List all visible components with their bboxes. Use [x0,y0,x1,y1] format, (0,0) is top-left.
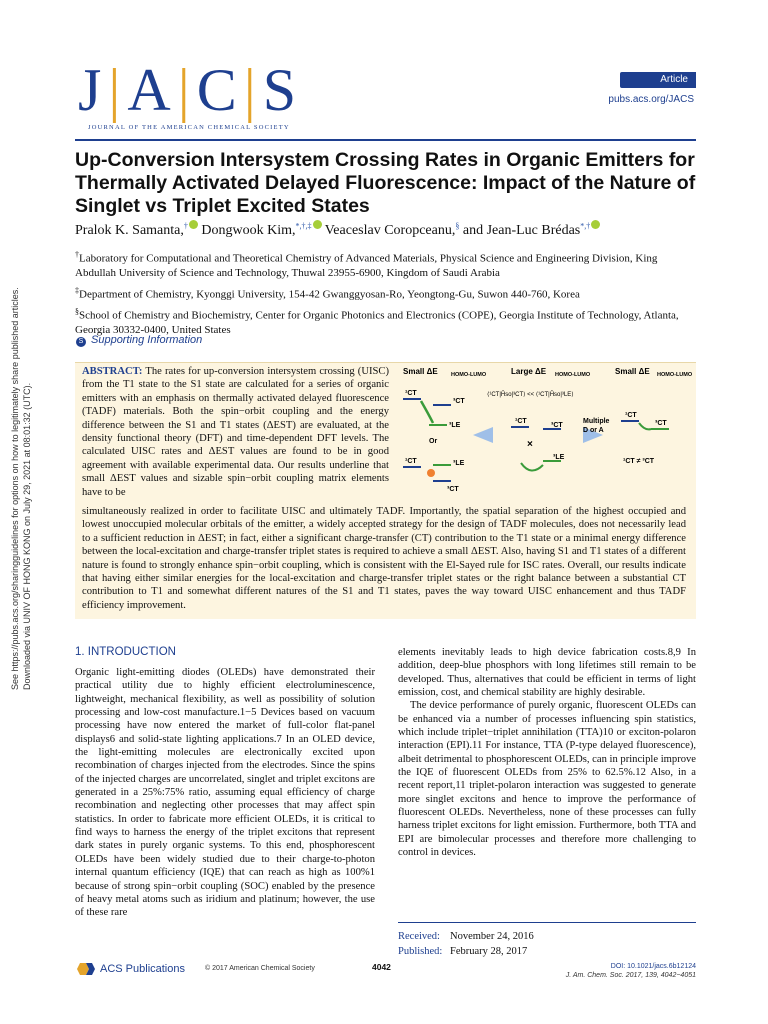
toc-right-title: Small ΔE [615,367,650,376]
toc-graphic [393,365,693,505]
acs-hexagon-icon [76,962,96,976]
toc-3le: ³LE [453,460,465,467]
paper-title: Up-Conversion Intersystem Crossing Rates in Organic Emitters for Thermally Activated Delayed Fluorescence: Impact of the Nature of Singlet vs Triplet Excited States [75,149,696,217]
paragraph: The device performance of purely organic, fluorescent OLEDs can be enhanced via a number of processes influencing spin statistics, which include triplet−triplet annihilation (TTA)10 or exciton-polaron interaction (EPI).11 For instance, TTA (P-type delayed fluorescence), albeit detrimental to phosphorescent OLEDs, can in principle improve the IQE of fluorescent OLEDs from 25% to 62.5%.12 Also, in a recent report,11 triplet-polaron interaction was suggested to generate more singlet excitons and hence to improve the performance of fluorescent OLEDs. Nevertheless, none of these processes can fully harness triplet excitons for light emission. Furthermore, both TTA and EPI are bimolecular processes and therefore more challenging to control in devices. [398,700,697,859]
affiliation: †Laboratory for Computational and Theoretical Chemistry of Advanced Materials, Physical Science and Engineering Division, King Abdullah University of Science and Technology, Thuwal 23955-6900, Kingdom of Saudi Arabia [75,250,658,279]
toc-mid-title: Large ΔE [511,367,547,376]
acs-publications-logo[interactable]: ACS Publications [76,962,185,976]
download-notice-line2: See https://pubs.acs.org/sharingguidelines for options on how to legitimately share published articles. [10,287,20,690]
intro-column-right [398,646,696,860]
toc-3ct: ³CT [447,486,459,493]
article-dates [398,922,696,959]
doi-link[interactable]: DOI: 10.1021/jacs.6b12124 [610,963,696,970]
affiliation: §School of Chemistry and Biochemistry, Center for Organic Photonics and Electronics (COPE), Georgia Institute of Technology, Atlanta, Georgia 30332-0400, United States [75,307,679,336]
orcid-icon[interactable] [591,220,600,229]
toc-3le: ³LE [553,454,565,461]
toc-multiple: Multiple [583,418,610,425]
header-rule [75,139,696,141]
toc-not-equal: ¹CT ≠ ³CT [623,458,655,465]
toc-1ct: ¹CT [625,412,637,419]
toc-right-sub: HOMO-LUMO [657,372,693,378]
toc-1ct: ¹CT [405,458,417,465]
doi-citation [566,962,696,980]
author-list [75,220,600,239]
toc-3ct: ³CT [453,398,465,405]
author-name[interactable]: Pralok K. Samanta, [75,223,184,238]
journal-url-link[interactable]: pubs.acs.org/JACS [608,94,694,105]
section-heading-introduction: 1. INTRODUCTION [75,646,176,658]
citation: J. Am. Chem. Soc. 2017, 139, 4042−4051 [565,972,696,979]
page-number: 4042 [372,962,391,972]
orcid-icon[interactable] [313,220,322,229]
orcid-icon[interactable] [189,220,198,229]
author-mark: † [183,221,188,231]
supporting-info-icon: S [76,337,86,347]
toc-3ct: ³CT [551,422,563,429]
author-name[interactable]: Dongwook Kim, [201,223,296,238]
abstract-part2: simultaneously realized in order to facilitate UISC and ultimately TADF. Importantly, the spatial separation of the highest occupied and lowest unoccupied molecular orbitals of the emitter, a widely accepted strategy for the design of TADF molecules, does not necessarily lead to a sufficient reduction in ΔEST; in fact, either a significant charge-transfer (CT) contribution to the T1 state or a minimal energy difference between the local-excitation and charge-transfer triplet states is required to achieve a small ΔEST. Also, having S1 and T1 states of a different nature is found to strongly enhance spin−orbit coupling, which is consistent with the El-Sayed rule for ISC rates. Overall, our results indicate that having either similar energies for the local-excitation and charge-transfer triplet states or the right balance between a substantial CT contribution to T1 and somewhat different natures of the S1 and T1 states, paves the way toward UISC enhancement and thus TADF efficiency improvement. [82,506,686,611]
toc-cross: × [527,439,533,450]
published-date: February 28, 2017 [450,946,528,957]
toc-1ct: ¹CT [515,418,527,425]
toc-d-or-a: D or A [583,427,604,434]
toc-1ct: ¹CT [405,390,417,397]
intro-column-left [75,666,375,920]
received-label: Received: [398,931,440,942]
affiliation: ‡Department of Chemistry, Kyonggi University, 154-42 Gwanggyosan-Ro, Yeongtong-Gu, Suwon 440-760, Korea [75,285,580,301]
author-mark: § [455,221,460,231]
author-mark: *,†,‡ [295,221,312,231]
paragraph: Organic light-emitting diodes (OLEDs) have demonstrated their practical utility due to highly efficient electroluminescence, lightweight, mechanical flexibility, as well as possibility of solution processing and low-cost manufacture.1−5 Devices based on vacuum processing have now entered the market of full-color flat-panel displays6 and solid-state lighting applications.7 In an OLED device, the light-emitting molecules are electronically excited upon recombination of charges injected from the electrodes. Since the spins of the injected charges are uncorrelated, singlet and triplet excitons are generated in a 25%:75% ratio, assuming equal efficiency of charge recombination and neglecting other processes that may affect spin statistics. In order to fabricate more efficient OLEDs, it is critical to find ways to harness the energy of the triplet excitons that represent dark states in purely organic systems. To this end, phosphorescent OLEDs have been widely studied due to their charge-to-photon internal quantum efficiency (IQE) that can reach as high as 100%1 because of strong spin−orbit coupling (SOC) enabled by the presence of heavy metal atoms such as iridium and platinum; however, the use of these rare [75,667,375,919]
toc-left-title: Small ΔE [403,367,438,376]
copyright: © 2017 American Chemical Society [205,965,315,972]
author-name[interactable]: and Jean-Luc Brédas [462,223,581,238]
toc-inequality: ⟨¹CT|Ĥso|³CT⟩ << ⟨¹CT|Ĥso|³LE⟩ [487,392,574,398]
affiliations [75,248,700,341]
toc-left-sub: HOMO-LUMO [451,372,487,378]
toc-3ct: ³CT [655,420,667,427]
paragraph: elements inevitably leads to high device fabrication costs.8,9 In addition, deep-blue phosphors with long lifetimes still remain to be developed. Thus, alternatives that could be efficient in terms of light emission, cost, and chemical stability are highly desirable. [398,647,696,699]
abstract-label: ABSTRACT: [82,366,143,377]
download-notice-line1: Downloaded via UNIV OF HONG KONG on July 29, 2021 at 08:01:32 (UTC). [22,382,32,690]
published-label: Published: [398,946,443,957]
journal-name: JOURNAL OF THE AMERICAN CHEMICAL SOCIETY [88,124,290,131]
toc-mid-sub: HOMO-LUMO [555,372,591,378]
jacs-logo[interactable]: J | A | C | S [78,57,298,123]
author-name[interactable]: Veaceslav Coropceanu, [324,223,456,238]
toc-or: Or [429,438,438,445]
toc-3le: ³LE [449,422,461,429]
received-date: November 24, 2016 [450,931,534,942]
supporting-info-link[interactable]: S Supporting Information [76,334,202,347]
abstract-part1: ABSTRACT: The rates for up-conversion intersystem crossing (UISC) from the T1 state to the S1 state are calculated for a series of organic emitters with an emphasis on thermally activated delayed fluorescence (TADF) materials. Both the spin−orbit coupling and the energy difference between the S1 and T1 states (ΔEST) are evaluated, at the density functional theory (DFT) and time-dependent DFT levels. The calculated UISC rates and ΔEST values are found to be in good agreement with available experimental data. Our results underline that small ΔEST values and sizable spin−orbit coupling matrix elements have to be [82,366,389,498]
download-notice [6,287,36,690]
article-type-badge: Article [620,72,696,88]
author-mark: *,† [580,221,591,231]
